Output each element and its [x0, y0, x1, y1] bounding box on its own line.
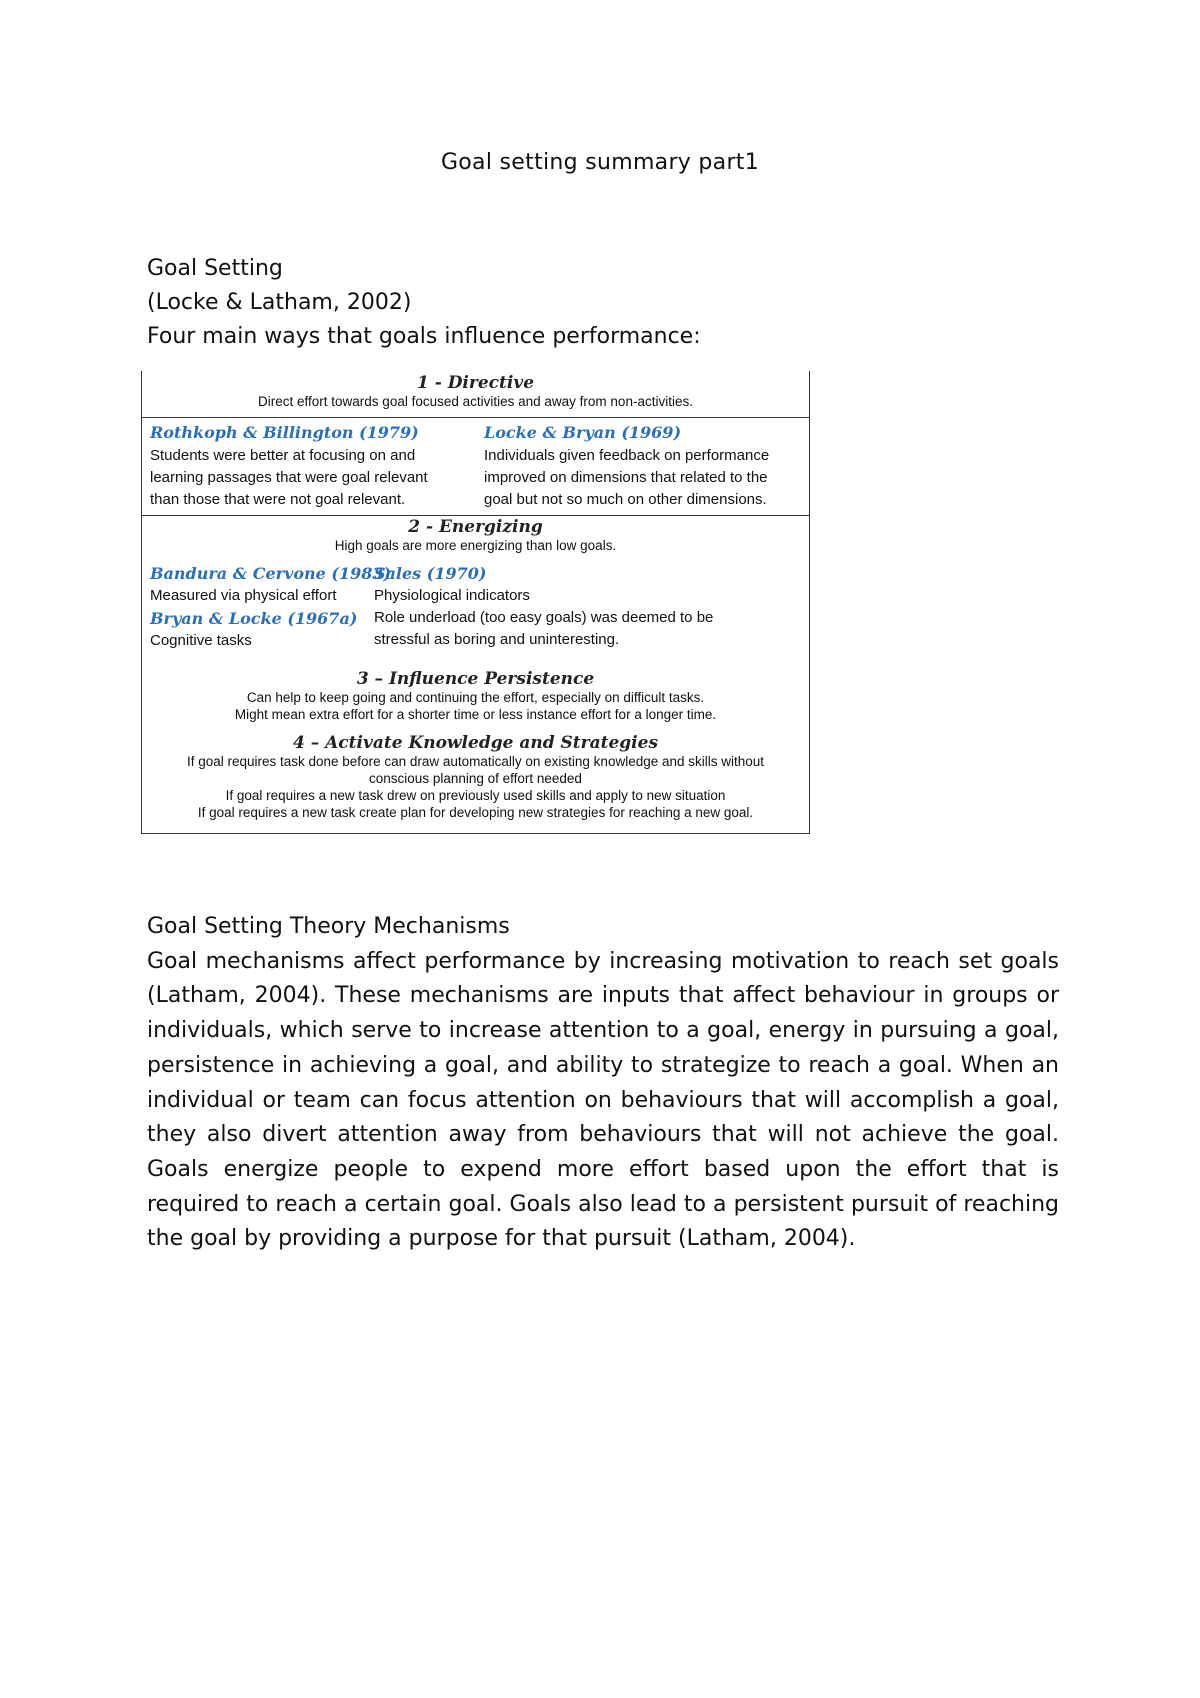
study-rothkoph — [150, 423, 428, 511]
section-description: Might mean extra effort for a shorter time or less instance effort for a longer time. — [234, 707, 717, 722]
study-text: Measured via physical effort — [150, 587, 337, 604]
study-sales — [374, 564, 713, 651]
section-description: Can help to keep going and continuing the effort, especially on difficult tasks. — [246, 690, 705, 705]
section-energizing — [142, 517, 809, 554]
section-heading: 4 – Activate Knowledge and Strategies — [292, 733, 659, 753]
intro-block — [147, 252, 701, 354]
goal-functions-figure — [141, 371, 810, 834]
section-directive — [142, 373, 809, 410]
mechanisms-section — [147, 910, 1059, 1257]
study-text: stressful as boring and uninteresting. — [374, 631, 620, 648]
section-persistence — [142, 669, 809, 723]
intro-citation: (Locke & Latham, 2002) — [147, 290, 412, 315]
intro-heading: Goal Setting — [147, 256, 283, 281]
section-description: High goals are more energizing than low goals. — [334, 538, 617, 553]
section-description: If goal requires a new task create plan for developing new strategies for reaching a new goal. — [197, 805, 754, 820]
intro-lead: Four main ways that goals influence performance: — [147, 324, 701, 349]
study-reference: Sales (1970) — [374, 564, 487, 583]
section-description: If goal requires task done before can draw automatically on existing knowledge and skills without — [186, 754, 765, 769]
study-reference: Bryan & Locke (1967a) — [150, 609, 358, 628]
study-locke-bryan — [484, 423, 769, 511]
study-text: than those that were not goal relevant. — [150, 491, 406, 508]
section-heading: 2 - Energizing — [408, 517, 543, 537]
study-text: Cognitive tasks — [150, 632, 252, 649]
study-text: Students were better at focusing on and — [150, 447, 416, 464]
study-reference: Bandura & Cervone (1983) — [150, 564, 392, 583]
study-text: goal but not so much on other dimensions. — [484, 491, 767, 508]
section-description: If goal requires a new task drew on previously used skills and apply to new situation — [225, 788, 726, 803]
study-reference: Locke & Bryan (1969) — [484, 423, 682, 442]
divider — [142, 515, 809, 516]
study-text: Physiological indicators — [374, 587, 530, 604]
study-text: Role underload (too easy goals) was deemed to be — [374, 609, 714, 626]
study-text: Individuals given feedback on performance — [484, 447, 770, 464]
section-description: conscious planning of effort needed — [369, 771, 582, 786]
study-text: improved on dimensions that related to the — [484, 469, 768, 486]
study-reference: Rothkoph & Billington (1979) — [150, 423, 419, 442]
study-text: learning passages that were goal relevant — [150, 469, 428, 486]
section-knowledge-strategies — [142, 733, 809, 821]
page-title: Goal setting summary part1 — [440, 150, 760, 175]
divider — [142, 417, 809, 418]
section-heading: 3 – Influence Persistence — [356, 669, 595, 689]
section-description: Direct effort towards goal focused activities and away from non-activities. — [258, 394, 693, 409]
study-bandura-cervone — [150, 564, 391, 652]
section-heading: 1 - Directive — [416, 373, 535, 393]
mechanisms-paragraph: Goal mechanisms affect performance by increasing motivation to reach set goals (Latham, 2004). These mechanisms are inputs that affect behaviour in groups or individuals, which serve to increase attention to a goal, energy in pursuing a goal, persistence in achieving a goal, and ability to strategize to reach a goal. When an individual or team can focus attention on behaviours that will accomplish a goal, they also divert attention away from behaviours that will not achieve the goal. Goals energize people to expend more effort based upon the effort that is required to reach a certain goal. Goals also lead to a persistent pursuit of reaching the goal by providing a purpose for that pursuit (Latham, 2004). — [147, 948, 1059, 1252]
mechanisms-heading: Goal Setting Theory Mechanisms — [147, 914, 510, 939]
